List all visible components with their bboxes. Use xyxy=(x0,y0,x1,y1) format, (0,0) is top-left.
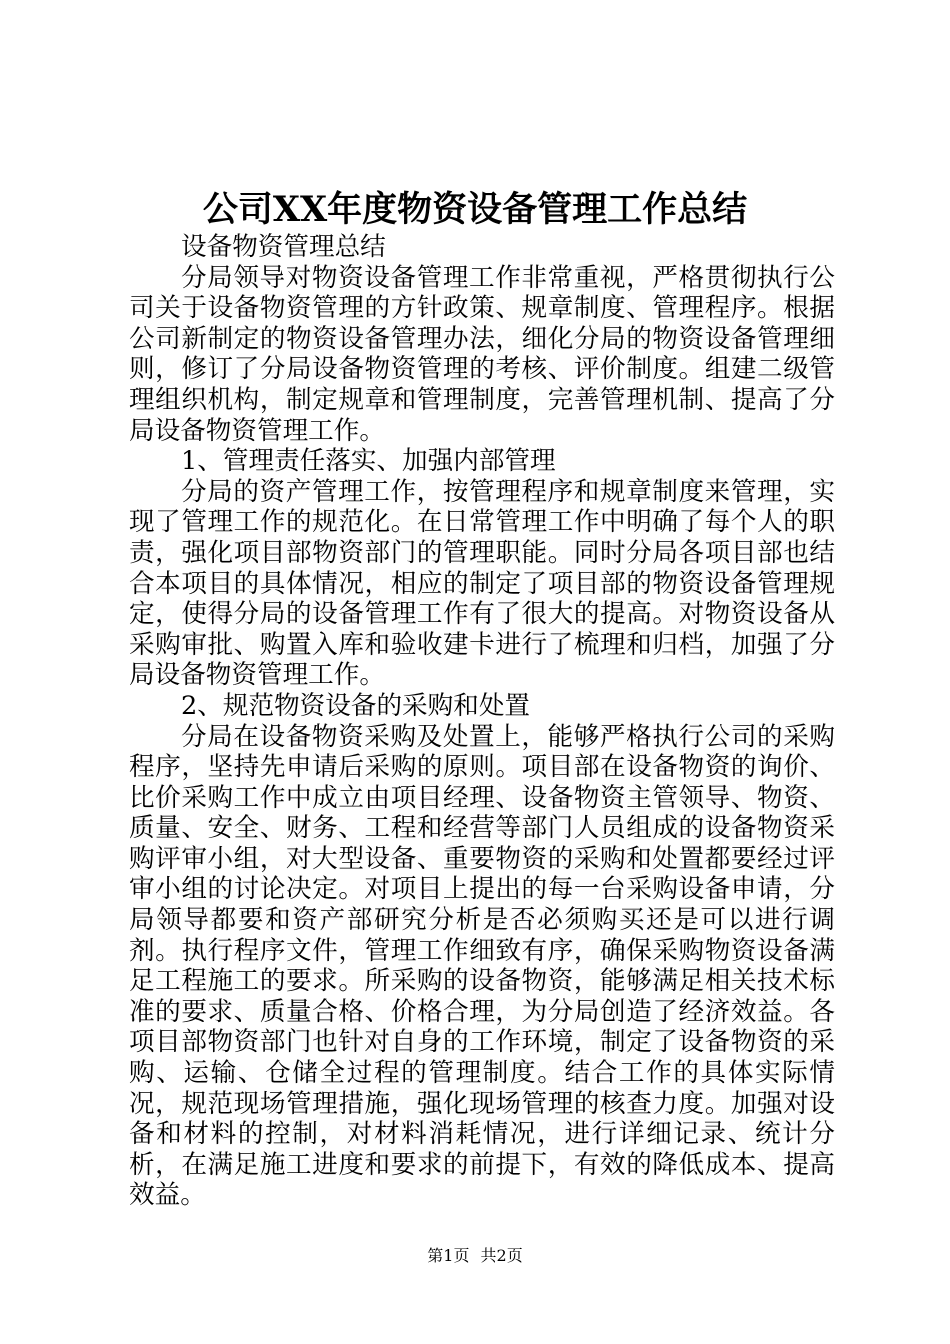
document-title: 公司XX年度物资设备管理工作总结 xyxy=(202,189,748,230)
paragraph-intro: 分局领导对物资设备管理工作非常重视，严格贯彻执行公司关于设备物资管理的方针政策、规章制度、管理程序。根据公司新制定的物资设备管理办法，细化分局的物资设备管理细则，修订了分局设备物资管理的考核、评价制度。组建二级管理组织机构，制定规章和管理制度，完善管理机制、提高了分局设备物资管理工作。 xyxy=(129,262,835,446)
paragraph-section-1: 分局的资产管理工作，按管理程序和规章制度来管理，实现了管理工作的规范化。在日常管理工作中明确了每个人的职责，强化项目部物资部门的管理职能。同时分局各项目部也结合本项目的具体情况，相应的制定了项目部的物资设备管理规定，使得分局的设备管理工作有了很大的提高。对物资设备从采购审批、购置入库和验收建卡进行了梳理和归档，加强了分局设备物资管理工作。 xyxy=(129,476,835,691)
page-footer xyxy=(0,1244,950,1268)
document-body xyxy=(129,232,835,1211)
section-heading-summary: 设备物资管理总结 xyxy=(181,232,386,262)
section-heading-2: 2、规范物资设备的采购和处置 xyxy=(181,690,531,721)
page-number: 第1页 xyxy=(427,1246,470,1265)
section-heading-1: 1、管理责任落实、加强内部管理 xyxy=(181,446,556,477)
page-total: 共2页 xyxy=(480,1246,523,1265)
paragraph-section-2: 分局在设备物资采购及处置上，能够严格执行公司的采购程序，坚持先申请后采购的原则。项目部在设备物资的询价、比价采购工作中成立由项目经理、设备物资主管领导、物资、质量、安全、财务、工程和经营等部门人员组成的设备物资采购评审小组，对大型设备、重要物资的采购和处置都要经过评审小组的讨论决定。对项目上提出的每一台采购设备申请，分局领导都要和资产部研究分析是否必须购买还是可以进行调剂。执行程序文件，管理工作细致有序，确保采购物资设备满足工程施工的要求。所采购的设备物资，能够满足相关技术标准的要求、质量合格、价格合理，为分局创造了经济效益。各项目部物资部门也针对自身的工作环境，制定了设备物资的采购、运输、仓储全过程的管理制度。结合工作的具体实际情况，规范现场管理措施，强化现场管理的核查力度。加强对设备和材料的控制，对材料消耗情况，进行详细记录、统计分析，在满足施工进度和要求的前提下，有效的降低成本、提高效益。 xyxy=(129,721,835,1211)
